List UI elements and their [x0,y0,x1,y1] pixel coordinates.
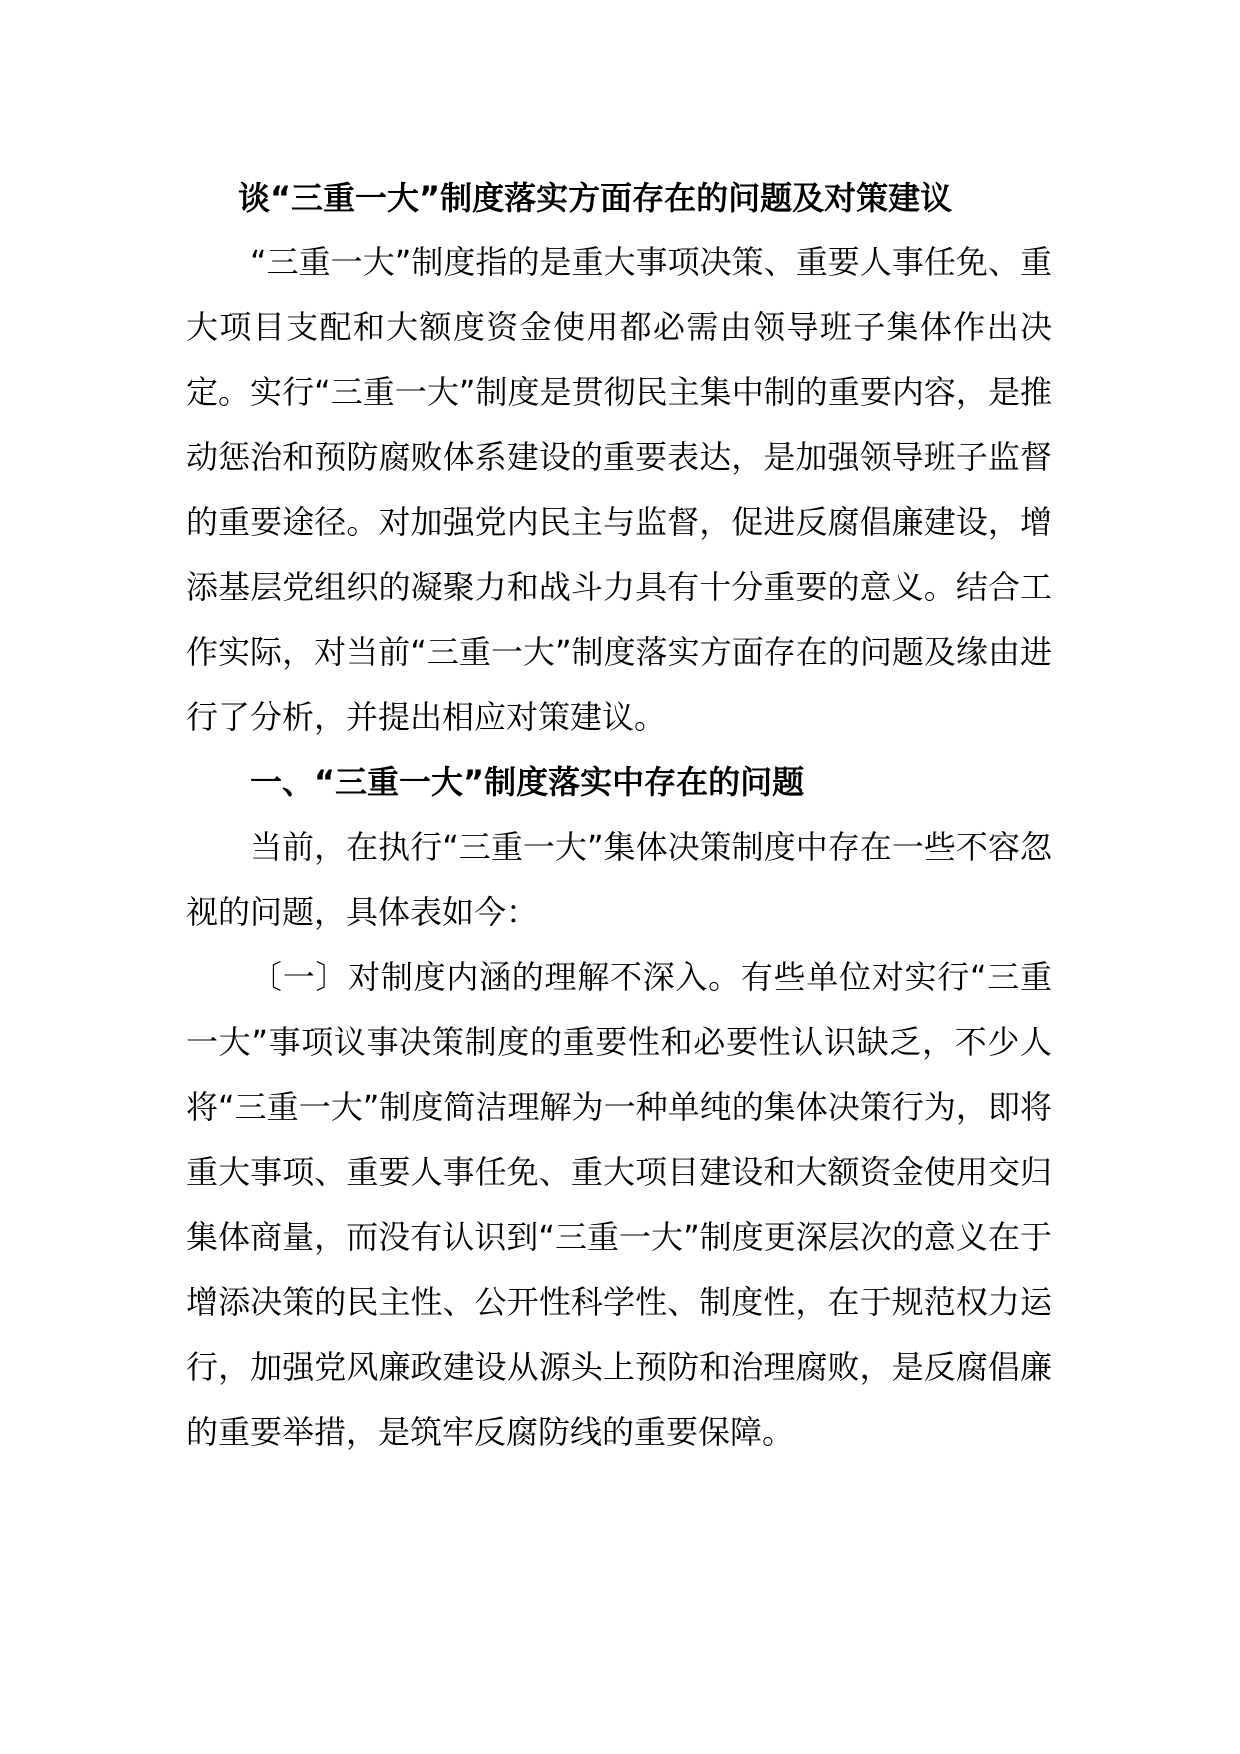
section-heading-1: 一、“三重一大”制度落实中存在的问题 [250,763,805,801]
document-body [186,166,1052,1465]
intro-paragraph: “三重一大”制度指的是重大事项决策、重要人事任免、重大项目支配和大额度资金使用都必需由领导班子集体作出决定。实行“三重一大”制度是贯彻民主集中制的重要内容，是推动惩治和预防腐败体系建设的重要表达，是加强领导班子监督的重要途径。对加强党内民主与监督，促进反腐倡廉建设，增添基层党组织的凝聚力和战斗力具有十分重要的意义。结合工作实际，对当前“三重一大”制度落实方面存在的问题及缘由进行了分析，并提出相应对策建议。 [186,243,1052,736]
document-title: 谈“三重一大”制度落实方面存在的问题及对策建议 [238,179,953,217]
section1-paragraph-1: 当前，在执行“三重一大”集体决策制度中存在一些不容忽视的问题，具体表如今： [186,828,1052,931]
section1-paragraph-2: 〔一〕对制度内涵的理解不深入。有些单位对实行“三重一大”事项议事决策制度的重要性和必要性认识缺乏，不少人将“三重一大”制度简洁理解为一种单纯的集体决策行为，即将重大事项、重要人事任免、重大项目建设和大额资金使用交归集体商量，而没有认识到“三重一大”制度更深层次的意义在于增添决策的民主性、公开性科学性、制度性，在于规范权力运行，加强党风廉政建设从源头上预防和治理腐败，是反腐倡廉的重要举措，是筑牢反腐防线的重要保障。 [186,958,1052,1451]
